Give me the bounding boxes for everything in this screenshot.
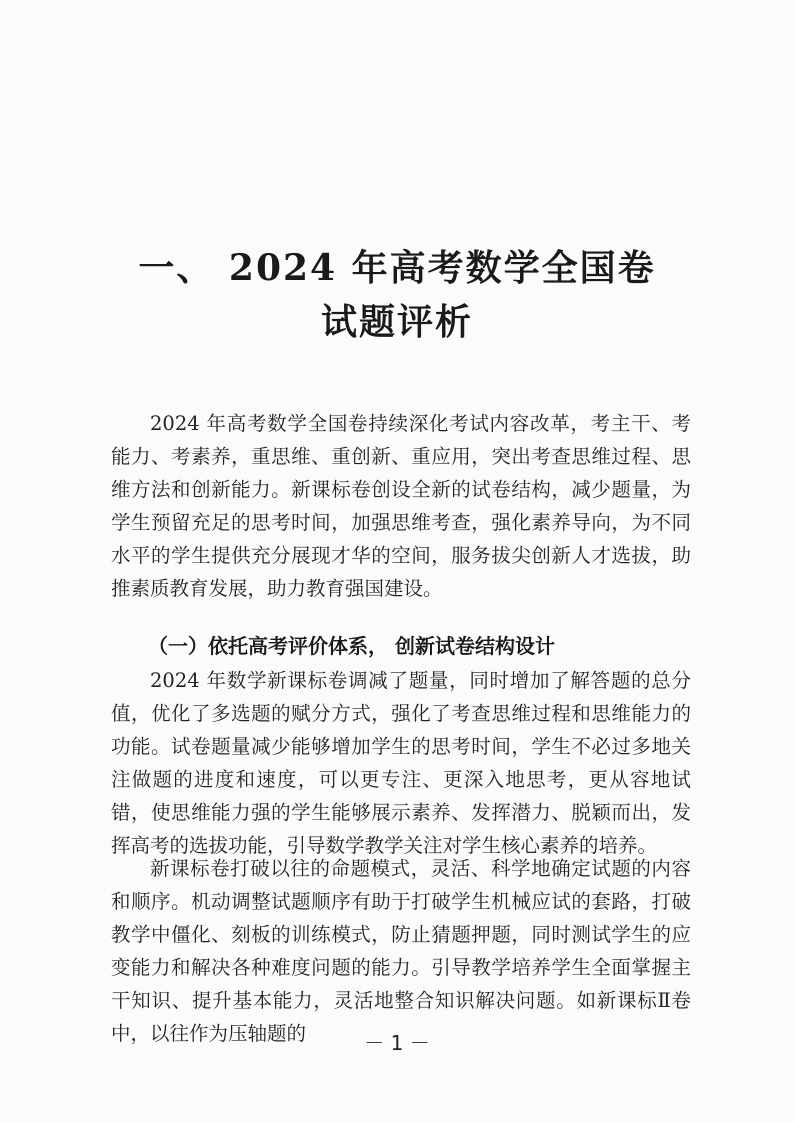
document-title-line-2: 试题评析 bbox=[320, 301, 473, 343]
page-number: － 1 － bbox=[364, 1031, 430, 1055]
document-title-line-1: 一、 2024 年高考数学全国卷 bbox=[138, 247, 656, 289]
body-paragraph-2: 新课标卷打破以往的命题模式，灵活、科学地确定试题的内容和顺序。机动调整试题顺序有助于打破学生机械应试的套路，打破教学中僵化、刻板的训练模式，防止猜题押题，同时测试学生的应变能力和解决各种难度问题的能力。引导教学培养学生全面掌握主干知识、提升基本能力，灵活地整合知识解决问题。如新课标Ⅱ卷中，以往作为压轴题的 bbox=[111, 857, 691, 1045]
body-paragraph-1: 2024 年数学新课标卷调减了题量，同时增加了解答题的总分值，优化了多选题的赋分方式，强化了考查思维过程和思维能力的功能。试卷题量减少能够增加学生的思考时间，学生不必过多地关注做题的进度和速度，可以更专注、更深入地思考，更从容地试错，使思维能力强的学生能够展示素养、发挥潜力、脱颖而出，发挥高考的选拔功能，引导数学教学关注对学生核心素养的培养。 bbox=[111, 669, 691, 857]
section-heading: （一）依托高考评价体系， 创新试卷结构设计 bbox=[148, 634, 555, 658]
intro-paragraph: 2024 年高考数学全国卷持续深化考试内容改革，考主干、考能力、考素养，重思维、重创新、重应用，突出考查思维过程、思维方法和创新能力。新课标卷创设全新的试卷结构，减少题量，为学生预留充足的思考时间，加强思维考查，强化素养导向，为不同水平的学生提供充分展现才华的空间，服务拔尖创新人才选拔，助推素质教育发展，助力教育强国建设。 bbox=[111, 412, 691, 600]
